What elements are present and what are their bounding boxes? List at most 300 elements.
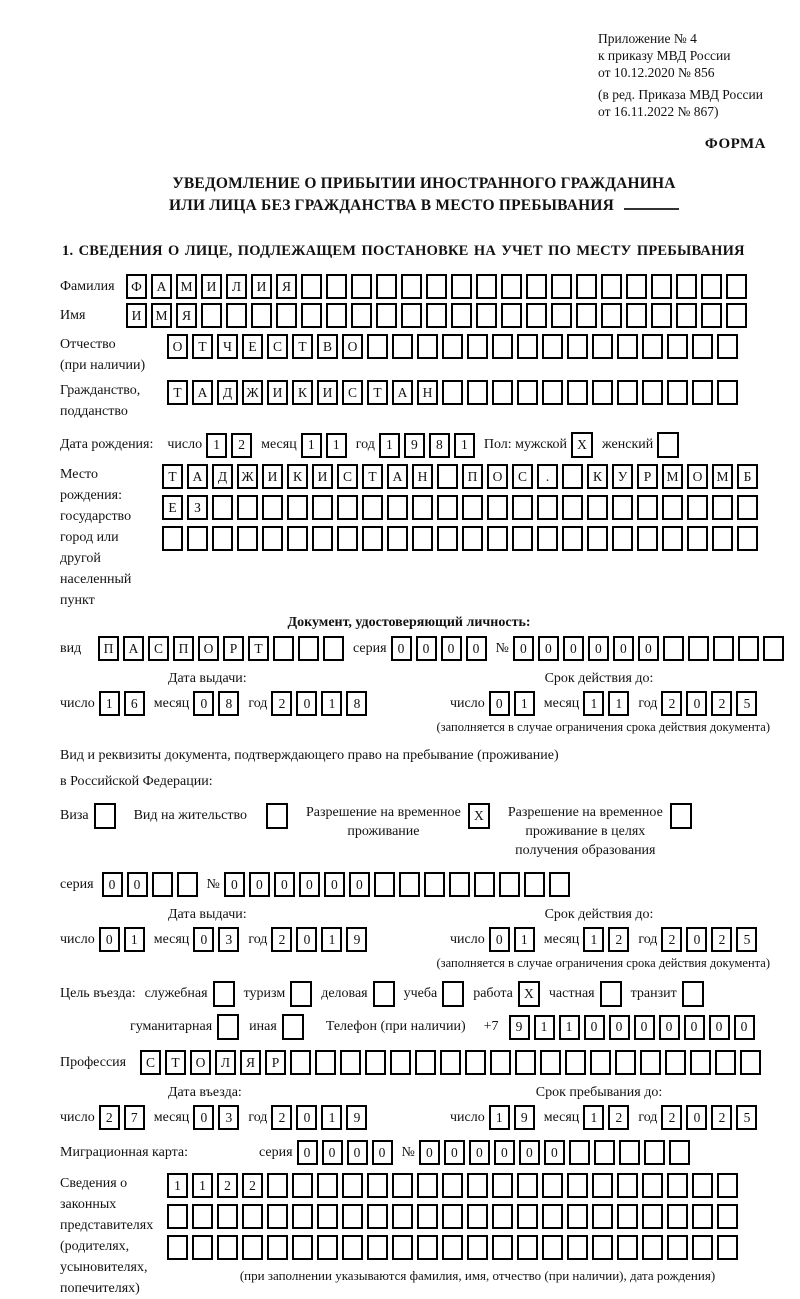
char-cell[interactable] [476, 303, 497, 328]
char-cell[interactable] [667, 334, 688, 359]
char-cell[interactable]: 0 [466, 636, 487, 661]
char-cell[interactable] [365, 1050, 386, 1075]
char-cell[interactable] [326, 274, 347, 299]
char-cell[interactable] [567, 380, 588, 405]
citizenship-field[interactable] [167, 380, 738, 405]
char-cell[interactable]: Т [248, 636, 269, 661]
gender-female-checkbox[interactable] [657, 432, 679, 458]
char-cell[interactable] [242, 1204, 263, 1229]
char-cell[interactable]: 0 [322, 1140, 343, 1165]
char-cell[interactable]: 0 [296, 1105, 317, 1130]
char-cell[interactable]: 2 [217, 1173, 238, 1198]
char-cell[interactable] [662, 495, 683, 520]
char-cell[interactable] [501, 303, 522, 328]
char-cell[interactable]: 1 [301, 433, 322, 458]
char-cell[interactable]: У [612, 464, 633, 489]
char-cell[interactable] [167, 1204, 188, 1229]
char-cell[interactable] [670, 803, 692, 829]
char-cell[interactable] [298, 636, 319, 661]
identity-issue-month-field[interactable] [193, 691, 239, 716]
char-cell[interactable]: 0 [489, 691, 510, 716]
char-cell[interactable] [417, 1204, 438, 1229]
legal-reps-field-row3[interactable] [167, 1235, 738, 1260]
char-cell[interactable] [367, 334, 388, 359]
char-cell[interactable]: X [518, 981, 540, 1007]
char-cell[interactable]: С [267, 334, 288, 359]
char-cell[interactable]: 2 [242, 1173, 263, 1198]
char-cell[interactable] [392, 1173, 413, 1198]
char-cell[interactable]: 1 [514, 927, 535, 952]
char-cell[interactable] [490, 1050, 511, 1075]
char-cell[interactable]: Е [162, 495, 183, 520]
char-cell[interactable]: X [468, 803, 490, 829]
char-cell[interactable]: 0 [634, 1015, 655, 1040]
char-cell[interactable]: Т [362, 464, 383, 489]
char-cell[interactable]: И [267, 380, 288, 405]
entry-month-field[interactable] [193, 1105, 239, 1130]
char-cell[interactable] [212, 495, 233, 520]
char-cell[interactable] [392, 1235, 413, 1260]
char-cell[interactable] [317, 1173, 338, 1198]
char-cell[interactable] [374, 872, 395, 897]
char-cell[interactable]: 1 [321, 691, 342, 716]
char-cell[interactable]: 1 [167, 1173, 188, 1198]
char-cell[interactable] [201, 303, 222, 328]
purpose-other-checkbox[interactable] [282, 1014, 304, 1040]
char-cell[interactable] [576, 303, 597, 328]
char-cell[interactable]: В [317, 334, 338, 359]
char-cell[interactable] [287, 495, 308, 520]
char-cell[interactable]: 0 [538, 636, 559, 661]
entry-day-field[interactable] [99, 1105, 145, 1130]
char-cell[interactable] [267, 1173, 288, 1198]
char-cell[interactable]: 0 [419, 1140, 440, 1165]
char-cell[interactable] [592, 380, 613, 405]
char-cell[interactable] [601, 274, 622, 299]
char-cell[interactable]: К [292, 380, 313, 405]
residence-issue-day-field[interactable] [99, 927, 145, 952]
char-cell[interactable] [392, 1204, 413, 1229]
char-cell[interactable]: М [176, 274, 197, 299]
char-cell[interactable] [651, 274, 672, 299]
char-cell[interactable] [737, 526, 758, 551]
char-cell[interactable]: 2 [271, 691, 292, 716]
char-cell[interactable] [424, 872, 445, 897]
char-cell[interactable] [387, 495, 408, 520]
char-cell[interactable] [213, 981, 235, 1007]
char-cell[interactable]: 0 [441, 636, 462, 661]
char-cell[interactable]: 3 [218, 1105, 239, 1130]
char-cell[interactable] [465, 1050, 486, 1075]
char-cell[interactable] [367, 1235, 388, 1260]
char-cell[interactable]: Т [192, 334, 213, 359]
char-cell[interactable] [442, 334, 463, 359]
char-cell[interactable]: К [587, 464, 608, 489]
char-cell[interactable] [667, 1204, 688, 1229]
char-cell[interactable]: 8 [218, 691, 239, 716]
char-cell[interactable]: 0 [544, 1140, 565, 1165]
char-cell[interactable]: 0 [513, 636, 534, 661]
char-cell[interactable]: Р [223, 636, 244, 661]
char-cell[interactable] [717, 380, 738, 405]
char-cell[interactable] [401, 274, 422, 299]
char-cell[interactable] [312, 526, 333, 551]
char-cell[interactable] [642, 1204, 663, 1229]
char-cell[interactable]: 1 [192, 1173, 213, 1198]
char-cell[interactable]: 7 [124, 1105, 145, 1130]
char-cell[interactable] [542, 1235, 563, 1260]
birth-month-field[interactable] [301, 433, 347, 458]
phone-field[interactable] [509, 1015, 755, 1040]
char-cell[interactable] [442, 1235, 463, 1260]
char-cell[interactable] [242, 1235, 263, 1260]
char-cell[interactable]: 2 [661, 1105, 682, 1130]
char-cell[interactable]: 0 [193, 691, 214, 716]
identity-issue-day-field[interactable] [99, 691, 145, 716]
char-cell[interactable] [676, 274, 697, 299]
char-cell[interactable]: 0 [444, 1140, 465, 1165]
char-cell[interactable]: 0 [613, 636, 634, 661]
birth-place-field-row3[interactable] [162, 526, 758, 551]
char-cell[interactable]: 0 [686, 927, 707, 952]
char-cell[interactable] [657, 432, 679, 458]
char-cell[interactable]: Р [637, 464, 658, 489]
char-cell[interactable]: М [662, 464, 683, 489]
char-cell[interactable] [712, 495, 733, 520]
char-cell[interactable] [617, 380, 638, 405]
char-cell[interactable] [467, 1173, 488, 1198]
char-cell[interactable] [412, 495, 433, 520]
char-cell[interactable] [551, 274, 572, 299]
char-cell[interactable]: 0 [686, 1105, 707, 1130]
char-cell[interactable] [763, 636, 784, 661]
char-cell[interactable] [590, 1050, 611, 1075]
char-cell[interactable] [373, 981, 395, 1007]
char-cell[interactable]: 0 [494, 1140, 515, 1165]
char-cell[interactable]: О [167, 334, 188, 359]
char-cell[interactable]: А [387, 464, 408, 489]
char-cell[interactable]: Т [292, 334, 313, 359]
char-cell[interactable] [212, 526, 233, 551]
entry-year-field[interactable] [271, 1105, 367, 1130]
char-cell[interactable] [412, 526, 433, 551]
char-cell[interactable] [462, 495, 483, 520]
char-cell[interactable]: 9 [346, 927, 367, 952]
char-cell[interactable] [273, 636, 294, 661]
char-cell[interactable] [290, 1050, 311, 1075]
char-cell[interactable] [715, 1050, 736, 1075]
char-cell[interactable] [542, 1173, 563, 1198]
char-cell[interactable]: 9 [346, 1105, 367, 1130]
char-cell[interactable]: А [187, 464, 208, 489]
char-cell[interactable] [642, 1235, 663, 1260]
char-cell[interactable] [537, 495, 558, 520]
char-cell[interactable] [651, 303, 672, 328]
migration-series-field[interactable] [297, 1140, 393, 1165]
char-cell[interactable]: И [201, 274, 222, 299]
char-cell[interactable] [517, 1204, 538, 1229]
char-cell[interactable] [612, 526, 633, 551]
char-cell[interactable] [637, 526, 658, 551]
residence-series-field[interactable] [102, 872, 198, 897]
char-cell[interactable] [476, 274, 497, 299]
identity-valid-month-field[interactable] [583, 691, 629, 716]
char-cell[interactable]: 1 [454, 433, 475, 458]
char-cell[interactable]: 0 [299, 872, 320, 897]
char-cell[interactable]: 1 [583, 927, 604, 952]
char-cell[interactable]: С [148, 636, 169, 661]
char-cell[interactable]: 0 [127, 872, 148, 897]
char-cell[interactable] [376, 303, 397, 328]
char-cell[interactable] [713, 636, 734, 661]
char-cell[interactable] [740, 1050, 761, 1075]
char-cell[interactable] [437, 464, 458, 489]
char-cell[interactable]: 0 [686, 691, 707, 716]
char-cell[interactable]: А [192, 380, 213, 405]
char-cell[interactable]: 0 [296, 927, 317, 952]
char-cell[interactable]: 1 [326, 433, 347, 458]
char-cell[interactable]: 0 [324, 872, 345, 897]
char-cell[interactable] [442, 380, 463, 405]
char-cell[interactable] [517, 1173, 538, 1198]
char-cell[interactable]: 0 [489, 927, 510, 952]
char-cell[interactable] [717, 334, 738, 359]
char-cell[interactable]: 0 [416, 636, 437, 661]
identity-valid-year-field[interactable] [661, 691, 757, 716]
char-cell[interactable] [177, 872, 198, 897]
purpose-tourism-checkbox[interactable] [290, 981, 312, 1007]
char-cell[interactable] [688, 636, 709, 661]
char-cell[interactable]: 2 [661, 691, 682, 716]
char-cell[interactable] [726, 303, 747, 328]
char-cell[interactable] [542, 1204, 563, 1229]
char-cell[interactable]: А [123, 636, 144, 661]
char-cell[interactable] [387, 526, 408, 551]
char-cell[interactable] [337, 526, 358, 551]
residence-number-field[interactable] [224, 872, 570, 897]
char-cell[interactable] [592, 1235, 613, 1260]
char-cell[interactable] [167, 1235, 188, 1260]
char-cell[interactable] [367, 1204, 388, 1229]
char-cell[interactable] [512, 495, 533, 520]
char-cell[interactable] [617, 1173, 638, 1198]
char-cell[interactable] [442, 981, 464, 1007]
char-cell[interactable] [501, 274, 522, 299]
residence-valid-day-field[interactable] [489, 927, 535, 952]
char-cell[interactable] [237, 526, 258, 551]
char-cell[interactable]: 2 [608, 927, 629, 952]
char-cell[interactable]: 1 [489, 1105, 510, 1130]
char-cell[interactable]: 8 [346, 691, 367, 716]
visa-checkbox[interactable] [94, 803, 116, 829]
char-cell[interactable] [617, 1235, 638, 1260]
char-cell[interactable] [362, 495, 383, 520]
char-cell[interactable] [437, 526, 458, 551]
char-cell[interactable]: 1 [206, 433, 227, 458]
char-cell[interactable] [267, 1204, 288, 1229]
char-cell[interactable] [569, 1140, 590, 1165]
char-cell[interactable] [692, 1173, 713, 1198]
char-cell[interactable]: 0 [709, 1015, 730, 1040]
residence-permit-checkbox[interactable] [266, 803, 288, 829]
first-name-field[interactable] [126, 303, 747, 328]
char-cell[interactable]: 1 [321, 1105, 342, 1130]
char-cell[interactable] [682, 981, 704, 1007]
char-cell[interactable] [442, 1204, 463, 1229]
char-cell[interactable] [312, 495, 333, 520]
char-cell[interactable] [562, 464, 583, 489]
char-cell[interactable] [442, 1173, 463, 1198]
char-cell[interactable] [152, 872, 173, 897]
char-cell[interactable]: 2 [271, 927, 292, 952]
char-cell[interactable] [467, 334, 488, 359]
char-cell[interactable]: Я [240, 1050, 261, 1075]
char-cell[interactable] [337, 495, 358, 520]
char-cell[interactable]: 3 [218, 927, 239, 952]
char-cell[interactable] [517, 1235, 538, 1260]
char-cell[interactable] [467, 1204, 488, 1229]
identity-series-field[interactable] [391, 636, 487, 661]
char-cell[interactable]: 0 [274, 872, 295, 897]
char-cell[interactable]: 2 [661, 927, 682, 952]
char-cell[interactable] [637, 495, 658, 520]
char-cell[interactable]: Я [276, 274, 297, 299]
char-cell[interactable]: Р [265, 1050, 286, 1075]
char-cell[interactable]: 0 [347, 1140, 368, 1165]
temp-residence-edu-checkbox[interactable] [670, 803, 692, 829]
char-cell[interactable]: И [312, 464, 333, 489]
char-cell[interactable] [576, 274, 597, 299]
char-cell[interactable] [617, 334, 638, 359]
char-cell[interactable] [601, 303, 622, 328]
char-cell[interactable] [276, 303, 297, 328]
char-cell[interactable] [187, 526, 208, 551]
migration-number-field[interactable] [419, 1140, 690, 1165]
purpose-study-checkbox[interactable] [442, 981, 464, 1007]
char-cell[interactable] [290, 981, 312, 1007]
char-cell[interactable]: А [151, 274, 172, 299]
legal-reps-field-row2[interactable] [167, 1204, 738, 1229]
char-cell[interactable] [542, 380, 563, 405]
char-cell[interactable] [726, 274, 747, 299]
birth-place-field-row1[interactable] [162, 464, 758, 489]
char-cell[interactable] [712, 526, 733, 551]
char-cell[interactable]: 0 [519, 1140, 540, 1165]
char-cell[interactable] [342, 1173, 363, 1198]
char-cell[interactable]: . [537, 464, 558, 489]
char-cell[interactable]: 0 [349, 872, 370, 897]
char-cell[interactable] [701, 274, 722, 299]
char-cell[interactable] [426, 274, 447, 299]
char-cell[interactable]: Т [367, 380, 388, 405]
char-cell[interactable] [351, 274, 372, 299]
char-cell[interactable]: З [187, 495, 208, 520]
char-cell[interactable] [737, 495, 758, 520]
char-cell[interactable] [592, 334, 613, 359]
char-cell[interactable]: Б [737, 464, 758, 489]
char-cell[interactable]: 1 [583, 1105, 604, 1130]
char-cell[interactable] [262, 495, 283, 520]
char-cell[interactable]: 1 [379, 433, 400, 458]
char-cell[interactable]: 0 [734, 1015, 755, 1040]
char-cell[interactable] [667, 380, 688, 405]
char-cell[interactable] [615, 1050, 636, 1075]
char-cell[interactable] [342, 1204, 363, 1229]
char-cell[interactable] [267, 1235, 288, 1260]
char-cell[interactable]: С [342, 380, 363, 405]
char-cell[interactable] [717, 1173, 738, 1198]
char-cell[interactable] [526, 274, 547, 299]
purpose-business-checkbox[interactable] [373, 981, 395, 1007]
residence-valid-year-field[interactable] [661, 927, 757, 952]
char-cell[interactable] [292, 1173, 313, 1198]
purpose-transit-checkbox[interactable] [682, 981, 704, 1007]
char-cell[interactable] [549, 872, 570, 897]
char-cell[interactable]: О [687, 464, 708, 489]
char-cell[interactable] [492, 1235, 513, 1260]
char-cell[interactable] [317, 1235, 338, 1260]
char-cell[interactable] [562, 526, 583, 551]
char-cell[interactable]: И [317, 380, 338, 405]
char-cell[interactable]: С [337, 464, 358, 489]
char-cell[interactable] [487, 526, 508, 551]
char-cell[interactable]: 9 [514, 1105, 535, 1130]
char-cell[interactable]: Д [212, 464, 233, 489]
char-cell[interactable] [315, 1050, 336, 1075]
char-cell[interactable]: О [342, 334, 363, 359]
char-cell[interactable] [567, 1204, 588, 1229]
char-cell[interactable]: 0 [638, 636, 659, 661]
char-cell[interactable] [340, 1050, 361, 1075]
char-cell[interactable]: 0 [659, 1015, 680, 1040]
char-cell[interactable]: X [571, 432, 593, 458]
char-cell[interactable] [217, 1235, 238, 1260]
char-cell[interactable] [515, 1050, 536, 1075]
char-cell[interactable]: Ф [126, 274, 147, 299]
identity-kind-field[interactable] [98, 636, 344, 661]
char-cell[interactable] [251, 303, 272, 328]
char-cell[interactable] [217, 1014, 239, 1040]
char-cell[interactable] [417, 1235, 438, 1260]
char-cell[interactable] [301, 303, 322, 328]
char-cell[interactable]: Т [167, 380, 188, 405]
char-cell[interactable] [417, 1173, 438, 1198]
char-cell[interactable] [226, 303, 247, 328]
char-cell[interactable]: О [198, 636, 219, 661]
char-cell[interactable] [449, 872, 470, 897]
char-cell[interactable] [717, 1204, 738, 1229]
residence-issue-year-field[interactable] [271, 927, 367, 952]
char-cell[interactable] [562, 495, 583, 520]
char-cell[interactable] [617, 1204, 638, 1229]
char-cell[interactable] [192, 1235, 213, 1260]
char-cell[interactable] [266, 803, 288, 829]
char-cell[interactable] [687, 526, 708, 551]
char-cell[interactable]: 0 [102, 872, 123, 897]
identity-number-field[interactable] [513, 636, 784, 661]
char-cell[interactable] [192, 1204, 213, 1229]
char-cell[interactable] [619, 1140, 640, 1165]
char-cell[interactable]: 0 [469, 1140, 490, 1165]
char-cell[interactable] [512, 526, 533, 551]
char-cell[interactable] [287, 526, 308, 551]
char-cell[interactable]: П [173, 636, 194, 661]
char-cell[interactable] [542, 334, 563, 359]
char-cell[interactable]: 0 [584, 1015, 605, 1040]
char-cell[interactable] [592, 1173, 613, 1198]
char-cell[interactable]: 0 [193, 927, 214, 952]
char-cell[interactable]: М [151, 303, 172, 328]
